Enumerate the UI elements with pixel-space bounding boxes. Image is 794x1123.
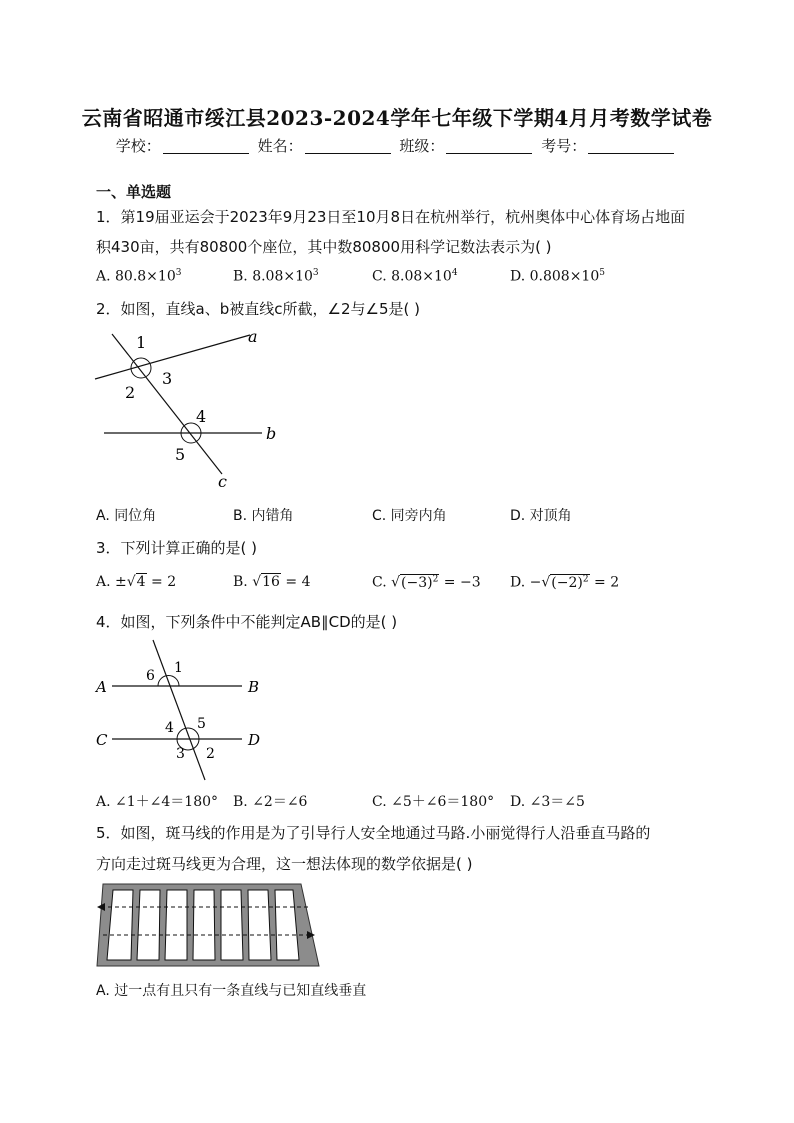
q1-b-base: B. 8.08×10: [233, 268, 313, 285]
q1-d-exp: 5: [599, 268, 605, 278]
q1-c-base: C. 8.08×10: [372, 268, 452, 285]
number-blank[interactable]: [588, 138, 674, 154]
q4-label-2: 2: [206, 746, 215, 762]
q1-line2: 积430亩，共有80800个座位，其中数80800用科学记数法表示为( ): [96, 238, 552, 256]
stripe: [137, 890, 160, 960]
q3-d-rad-base: (−2): [551, 574, 583, 591]
q3-d-post: = 2: [589, 574, 620, 591]
q3-option-d: D. $-√(-2)^2 = 2$: [510, 574, 620, 591]
q2-label-c: c: [218, 472, 227, 491]
q1-option-c: [372, 268, 458, 285]
q4-label-C: C: [96, 731, 108, 749]
q2-label-b: b: [266, 424, 277, 443]
q4-label-D: D: [248, 731, 261, 749]
q4-label-B: B: [248, 678, 260, 696]
q2-label-a: a: [248, 327, 258, 346]
q2-figure: [90, 326, 300, 496]
q2-label-4: 4: [196, 407, 207, 426]
q2-text: 2．如图，直线a、b被直线c所截，∠2与∠5是( ): [96, 300, 420, 318]
number-label: 考号：: [541, 137, 587, 155]
q1-c-exp: 4: [451, 268, 458, 278]
q5-option-a: A. 过一点有且只有一条直线与已知直线垂直: [96, 983, 367, 999]
q3-c-rad-base: (−3): [401, 574, 433, 591]
q4-label-5: 5: [197, 716, 206, 732]
q1-a-base: A. 80.8×10: [96, 268, 176, 285]
q4-option-a: A. ∠1＋∠4＝180°: [96, 794, 219, 810]
q1-b-exp: 3: [312, 268, 319, 278]
q3-text: 3．下列计算正确的是( ): [96, 539, 258, 557]
q4-label-1: 1: [174, 660, 183, 676]
q4-option-c: C. ∠5＋∠6＝180°: [372, 794, 495, 810]
name-blank[interactable]: [305, 138, 391, 154]
q3-c-post: = −3: [439, 574, 481, 591]
q1-option-d: [510, 268, 605, 285]
section-title: 一、单选题: [96, 183, 172, 201]
q3-option-b: B. √16 = 4: [233, 574, 311, 590]
q3-a-pre: A. ±: [96, 574, 127, 590]
q5-line1: 5．如图，斑马线的作用是为了引导行人安全地通过马路.小丽觉得行人沿垂直马路的: [96, 824, 651, 842]
q2-option-d: D. 对顶角: [510, 508, 572, 524]
q3-c-radicand: [400, 574, 439, 591]
stripe: [193, 890, 215, 960]
q4-label-4: 4: [165, 720, 174, 736]
class-label: 班级：: [399, 137, 445, 155]
q2-label-3: 3: [162, 369, 173, 388]
q3-c-rad-exp: 2: [432, 574, 439, 584]
q3-option-c: C. $√(-3)^2 = -3$: [372, 574, 481, 591]
q3-d-rad-exp: 2: [582, 574, 589, 584]
q3-d-pre: D. −: [510, 574, 542, 591]
q4-option-b: B. ∠2＝∠6: [233, 794, 308, 810]
q3-b-pre: B.: [233, 574, 253, 590]
q5-zebra-figure: [93, 880, 323, 972]
q2-option-c: C. 同旁内角: [372, 508, 447, 524]
q3-b-radicand: 16: [262, 574, 280, 590]
page-title: 云南省昭通市绥江县2023-2024学年七年级下学期4月月考数学试卷: [81, 106, 713, 130]
name-label: 姓名：: [257, 137, 303, 155]
q2-label-1: 1: [136, 333, 147, 352]
q2-option-b: B. 内错角: [233, 508, 294, 524]
q2-label-2: 2: [125, 383, 136, 402]
school-label: 学校：: [115, 137, 161, 155]
school-blank[interactable]: [163, 138, 249, 154]
stripe: [221, 890, 243, 960]
q2-line-c: [112, 334, 222, 474]
q1-a-exp: 3: [175, 268, 182, 278]
q4-label-6: 6: [146, 668, 155, 684]
q2-label-5: 5: [175, 445, 186, 464]
q3-a-radicand: 4: [136, 574, 146, 590]
q5-line2: 方向走过斑马线更为合理，这一想法体现的数学依据是( ): [96, 855, 473, 873]
q3-a-post: = 2: [146, 574, 177, 590]
q3-d-radicand: [550, 574, 589, 591]
q4-label-A: A: [96, 678, 107, 696]
q4-figure: [90, 634, 280, 784]
q3-c-pre: C.: [372, 574, 392, 591]
q4-label-3: 3: [176, 746, 185, 762]
q1-option-b: [233, 268, 319, 285]
q1-line1: 1．第19届亚运会于2023年9月23日至10月8日在杭州举行，杭州奥体中心体育场占地面: [96, 208, 686, 226]
student-info-row: [0, 135, 794, 156]
q1-d-base: D. 0.808×10: [510, 268, 600, 285]
q4-option-d: D. ∠3＝∠5: [510, 794, 585, 810]
q3-b-post: = 4: [280, 574, 311, 590]
stripe: [165, 890, 187, 960]
stripe: [248, 890, 271, 960]
q3-option-a: A. ±√4 = 2: [96, 574, 177, 590]
class-blank[interactable]: [446, 138, 532, 154]
q4-text: 4．如图，下列条件中不能判定AB∥CD的是( ): [96, 613, 398, 631]
q2-option-a: A. 同位角: [96, 508, 157, 524]
q1-option-a: [96, 268, 181, 285]
